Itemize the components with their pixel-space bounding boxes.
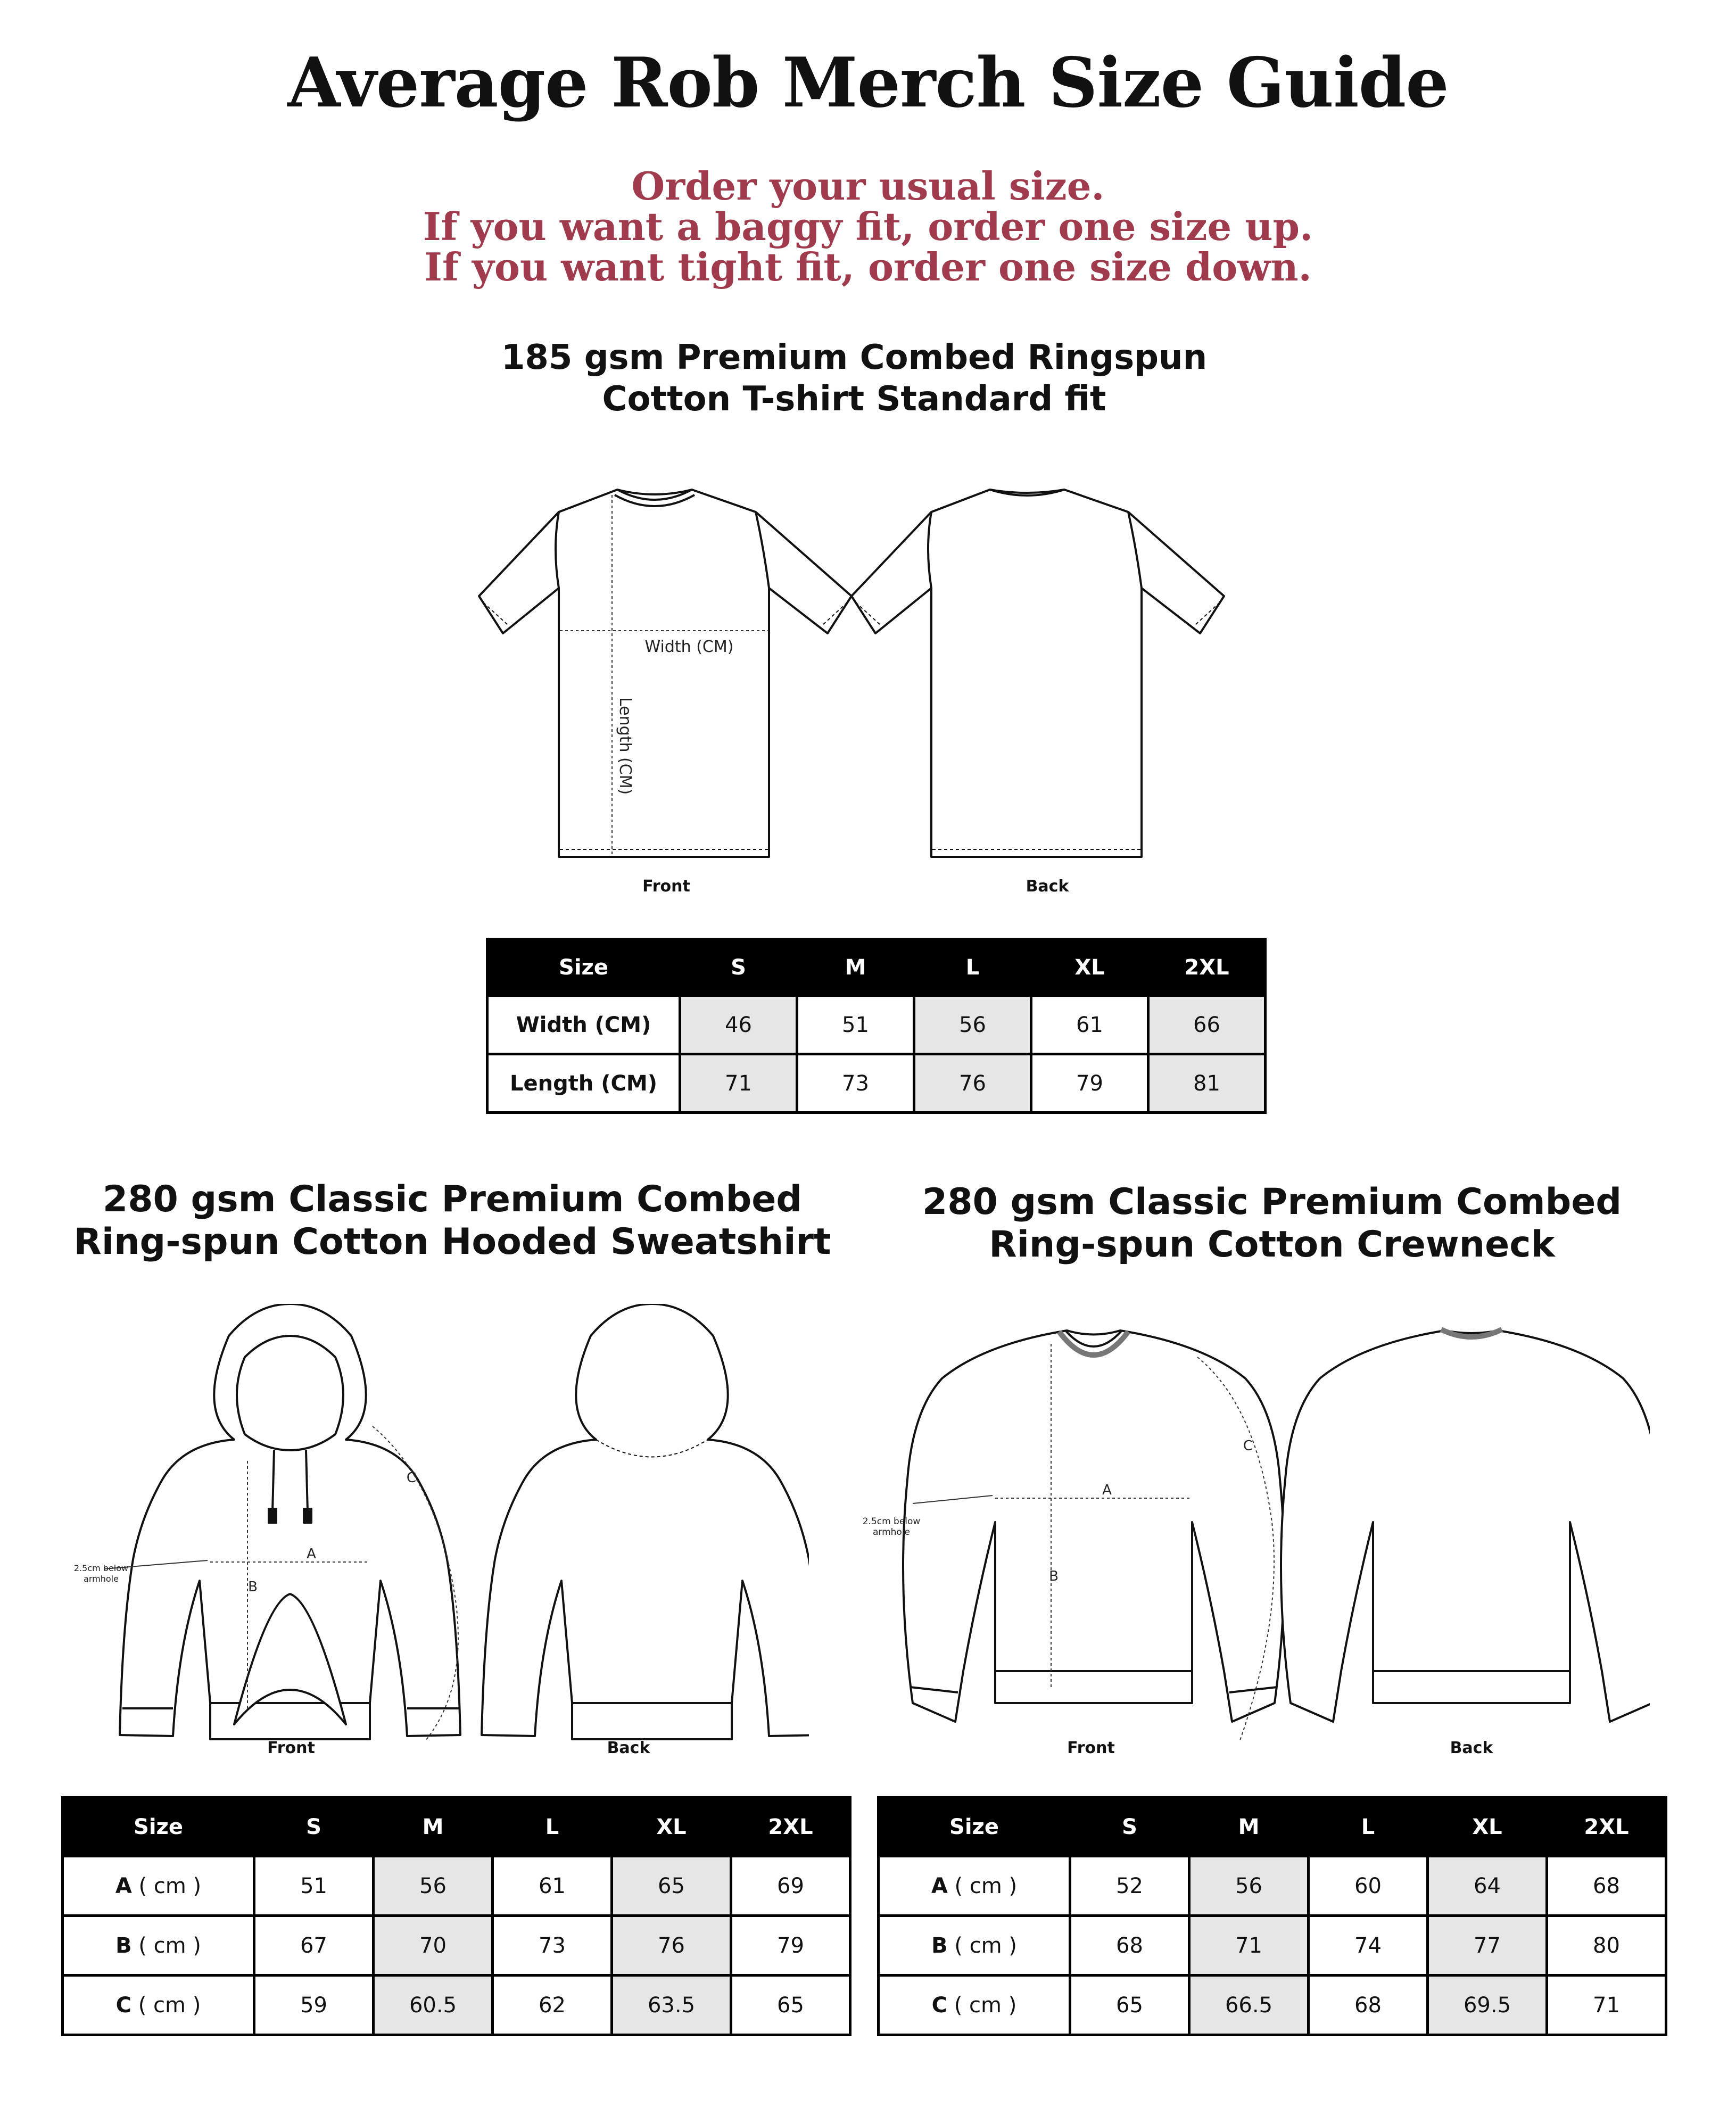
armhole-note-1: 2.5cm below xyxy=(73,1563,129,1573)
tshirt-back-illustration xyxy=(852,490,1224,857)
cell: 70 xyxy=(374,1916,493,1976)
tshirt-diagram xyxy=(468,474,1235,905)
cell: 77 xyxy=(1428,1916,1547,1976)
cell: 76 xyxy=(612,1916,731,1976)
crewneck-back-illustration xyxy=(1281,1329,1650,1722)
table-row xyxy=(63,1976,850,2035)
crewneck-title-line-2: Ring-spun Cotton Crewneck xyxy=(989,1224,1555,1266)
cell: 62 xyxy=(493,1976,612,2035)
hoodie-title-line-2: Ring-spun Cotton Hooded Sweatshirt xyxy=(73,1221,831,1263)
row-label xyxy=(63,1916,254,1976)
cell: 68 xyxy=(1547,1856,1666,1916)
table-row xyxy=(63,1916,850,1976)
front-caption: Front xyxy=(642,877,690,896)
crewneck-diagram xyxy=(830,1320,1650,1762)
cell: 80 xyxy=(1547,1916,1666,1976)
tshirt-title-line-2: Cotton T-shirt Standard fit xyxy=(602,379,1106,419)
header-s: S xyxy=(254,1798,374,1856)
cell: 79 xyxy=(731,1916,850,1976)
armhole-note-2: armhole xyxy=(872,1527,911,1538)
page-title: Average Rob Merch Size Guide xyxy=(287,43,1449,123)
measure-a-label: A xyxy=(1102,1482,1112,1498)
header-s: S xyxy=(680,939,797,996)
front-caption: Front xyxy=(1067,1739,1115,1757)
table-header-row xyxy=(879,1798,1666,1856)
header-s: S xyxy=(1070,1798,1189,1856)
cell: 60 xyxy=(1309,1856,1428,1916)
row-label-letter: B xyxy=(115,1933,132,1958)
header-l: L xyxy=(1309,1798,1428,1856)
row-label: Length (CM) xyxy=(487,1054,680,1113)
header-2xl: 2XL xyxy=(1148,939,1266,996)
measure-b-label: B xyxy=(248,1579,258,1595)
cell: 51 xyxy=(797,996,914,1054)
tagline-line-2: If you want a baggy fit, order one size up. xyxy=(423,204,1313,249)
crewneck-size-table xyxy=(877,1796,1667,2036)
table-row xyxy=(879,1856,1666,1916)
cell: 56 xyxy=(374,1856,493,1916)
back-caption: Back xyxy=(607,1739,650,1757)
tshirt-front-illustration xyxy=(479,490,852,857)
back-caption: Back xyxy=(1450,1739,1493,1757)
hoodie-front-illustration xyxy=(120,1304,460,1739)
header-size: Size xyxy=(879,1798,1070,1856)
cell: 65 xyxy=(731,1976,850,2035)
header-m: M xyxy=(1189,1798,1309,1856)
hoodie-back-illustration xyxy=(482,1304,809,1739)
header-size: Size xyxy=(487,939,680,996)
cell: 73 xyxy=(493,1916,612,1976)
header-2xl: 2XL xyxy=(1547,1798,1666,1856)
armhole-note-1: 2.5cm below xyxy=(862,1516,921,1527)
header-xl: XL xyxy=(1428,1798,1547,1856)
header-m: M xyxy=(374,1798,493,1856)
cell: 66.5 xyxy=(1189,1976,1309,2035)
width-label: Width (CM) xyxy=(644,638,734,656)
measure-c-label: C xyxy=(406,1470,417,1486)
cell: 64 xyxy=(1428,1856,1547,1916)
hoodie-diagram xyxy=(64,1304,809,1762)
tagline-line-1: Order your usual size. xyxy=(631,163,1105,209)
cell: 59 xyxy=(254,1976,374,2035)
row-label xyxy=(879,1856,1070,1916)
row-label-letter: B xyxy=(931,1933,948,1958)
row-label-unit: ( cm ) xyxy=(131,1993,201,2018)
row-label xyxy=(63,1976,254,2035)
cell: 73 xyxy=(797,1054,914,1113)
cell: 63.5 xyxy=(612,1976,731,2035)
row-label: Width (CM) xyxy=(487,996,680,1054)
header-m: M xyxy=(797,939,914,996)
cell: 69 xyxy=(731,1856,850,1916)
hoodie-size-table xyxy=(61,1796,852,2036)
cell: 61 xyxy=(493,1856,612,1916)
header-l: L xyxy=(493,1798,612,1856)
cell: 46 xyxy=(680,996,797,1054)
hoodie-title-line-1: 280 gsm Classic Premium Combed xyxy=(102,1178,803,1220)
length-label: Length (CM) xyxy=(616,697,634,795)
tshirt-title-line-1: 185 gsm Premium Combed Ringspun xyxy=(501,338,1208,377)
row-label-unit: ( cm ) xyxy=(947,1873,1018,1898)
cell: 68 xyxy=(1070,1916,1189,1976)
back-caption: Back xyxy=(1026,877,1069,896)
row-label-letter: A xyxy=(115,1873,132,1898)
header-l: L xyxy=(914,939,1031,996)
row-label-unit: ( cm ) xyxy=(947,1933,1017,1958)
cell: 76 xyxy=(914,1054,1031,1113)
row-label-letter: C xyxy=(931,1993,948,2018)
cell: 71 xyxy=(680,1054,797,1113)
crewneck-title-line-1: 280 gsm Classic Premium Combed xyxy=(922,1181,1622,1223)
row-label xyxy=(879,1916,1070,1976)
row-label-unit: ( cm ) xyxy=(131,1933,201,1958)
table-header-row xyxy=(63,1798,850,1856)
cell: 52 xyxy=(1070,1856,1189,1916)
cell: 66 xyxy=(1148,996,1266,1054)
tshirt-size-table xyxy=(486,938,1267,1114)
cell: 56 xyxy=(1189,1856,1309,1916)
table-row xyxy=(487,1054,1266,1113)
cell: 67 xyxy=(254,1916,374,1976)
cell: 60.5 xyxy=(374,1976,493,2035)
table-row xyxy=(63,1856,850,1916)
header-xl: XL xyxy=(612,1798,731,1856)
measure-b-label: B xyxy=(1049,1568,1059,1584)
cell: 79 xyxy=(1031,1054,1148,1113)
measure-a-label: A xyxy=(307,1546,316,1562)
cell: 68 xyxy=(1309,1976,1428,2035)
cell: 61 xyxy=(1031,996,1148,1054)
cell: 51 xyxy=(254,1856,374,1916)
cell: 71 xyxy=(1189,1916,1309,1976)
cell: 71 xyxy=(1547,1976,1666,2035)
table-header-row xyxy=(487,939,1266,996)
armhole-note-2: armhole xyxy=(84,1574,119,1584)
row-label-letter: A xyxy=(931,1873,948,1898)
front-caption: Front xyxy=(267,1739,315,1757)
tagline-line-3: If you want tight fit, order one size down. xyxy=(424,244,1312,290)
header-xl: XL xyxy=(1031,939,1148,996)
cell: 74 xyxy=(1309,1916,1428,1976)
measure-c-label: C xyxy=(1243,1438,1253,1454)
table-row xyxy=(487,996,1266,1054)
header-2xl: 2XL xyxy=(731,1798,850,1856)
cell: 69.5 xyxy=(1428,1976,1547,2035)
table-row xyxy=(879,1976,1666,2035)
row-label xyxy=(63,1856,254,1916)
header-size: Size xyxy=(63,1798,254,1856)
cell: 65 xyxy=(612,1856,731,1916)
row-label-letter: C xyxy=(115,1993,132,2018)
row-label-unit: ( cm ) xyxy=(131,1873,202,1898)
row-label-unit: ( cm ) xyxy=(947,1993,1017,2018)
cell: 81 xyxy=(1148,1054,1266,1113)
row-label xyxy=(879,1976,1070,2035)
table-row xyxy=(879,1916,1666,1976)
cell: 65 xyxy=(1070,1976,1189,2035)
cell: 56 xyxy=(914,996,1031,1054)
